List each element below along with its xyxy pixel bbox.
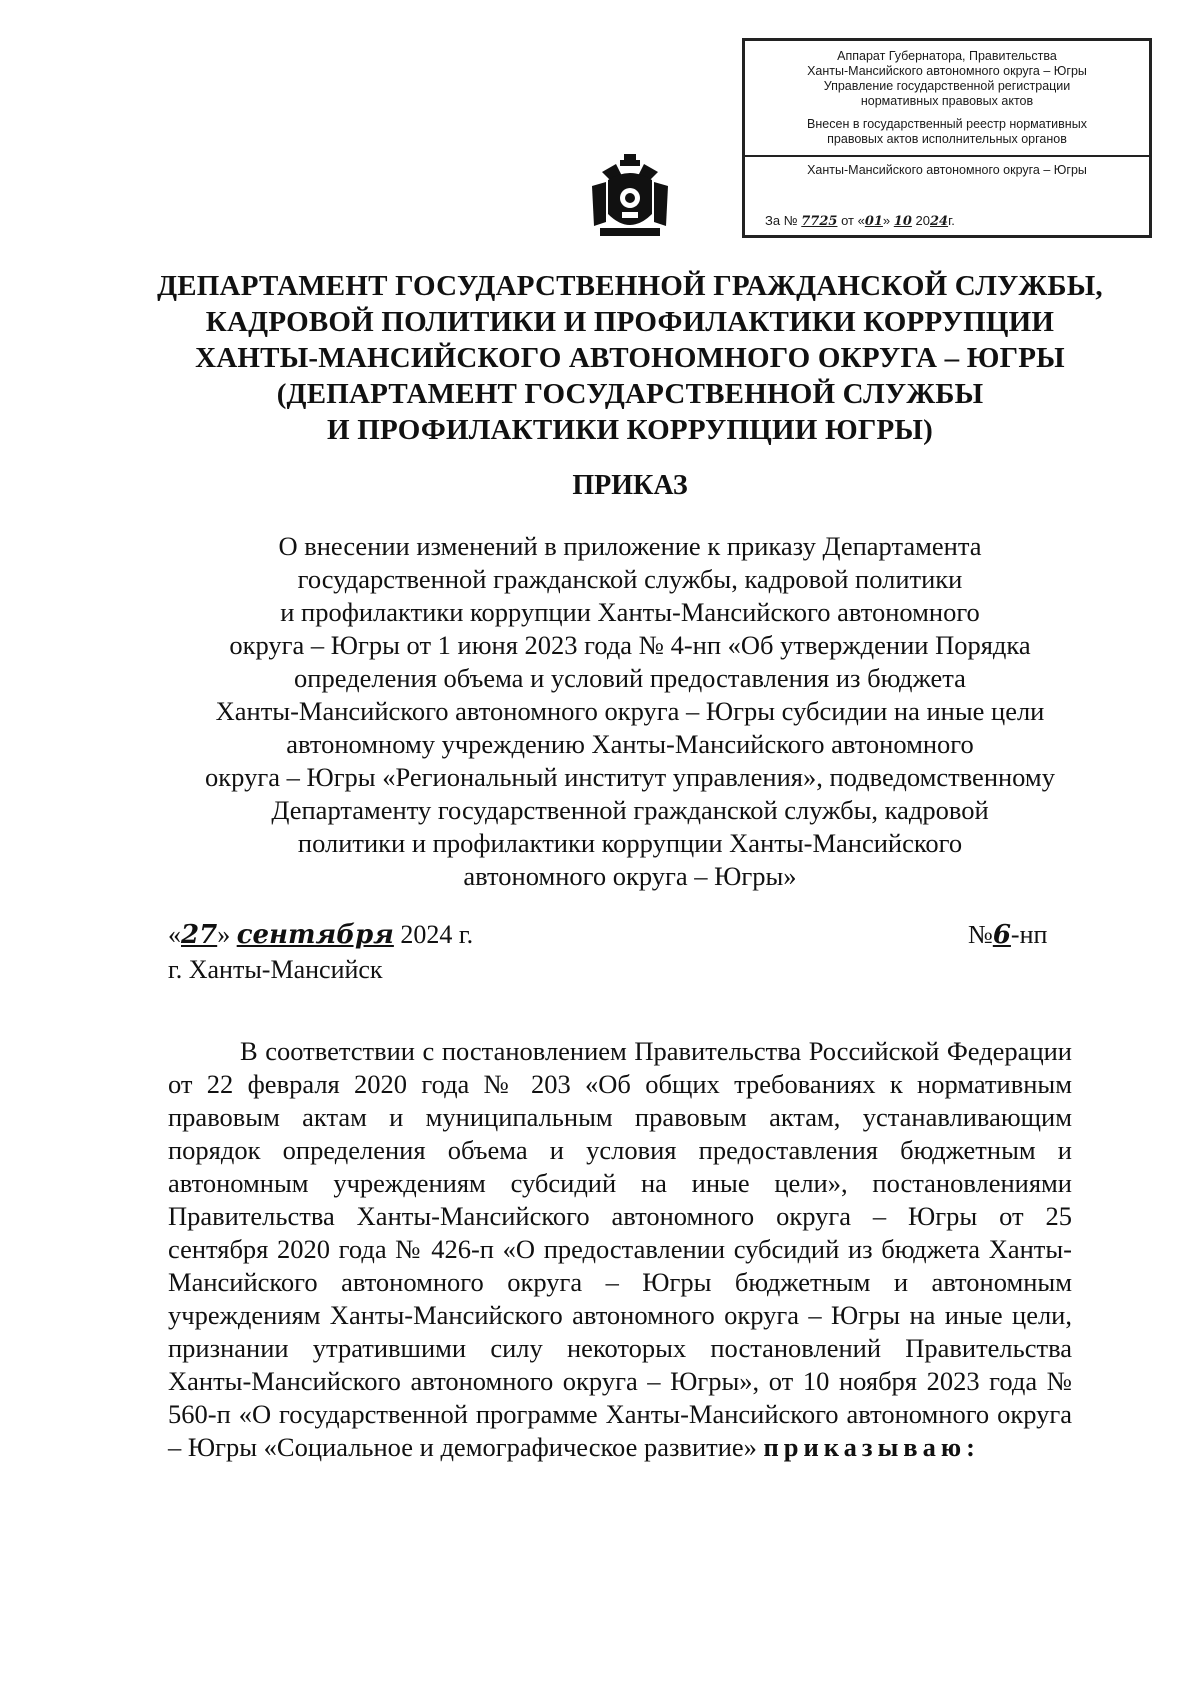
- reg-day: 01: [864, 214, 883, 229]
- date-month: сентября: [236, 920, 394, 950]
- order-subject: [140, 530, 1120, 893]
- subject-line: автономному учреждению Ханты-Мансийского автономного: [286, 729, 974, 759]
- reg-month: 10: [893, 214, 912, 229]
- date-open-quote: «: [168, 920, 181, 949]
- reg-year: 24: [929, 214, 949, 229]
- number-prefix: №: [968, 920, 993, 949]
- reg-suffix: г.: [948, 213, 955, 228]
- date-year: 2024 г.: [400, 920, 474, 949]
- subject-line: политики и профилактики коррупции Ханты-Мансийского: [297, 828, 963, 858]
- subject-line: определения объема и условий предоставления из бюджета: [294, 663, 966, 693]
- date-close-quote: »: [217, 920, 231, 949]
- stamp-registration-number: [765, 213, 1141, 229]
- number-value: 6: [992, 920, 1011, 950]
- order-date: [168, 920, 473, 950]
- stamp-line: Аппарат Губернатора, Правительства: [837, 49, 1057, 63]
- order-body: [168, 1035, 1072, 1464]
- subject-line: Департаменту государственной гражданской службы, кадровой: [271, 795, 989, 825]
- stamp-line: Ханты-Мансийского автономного округа – Югры: [807, 163, 1087, 177]
- stamp-line: нормативных правовых актов: [860, 94, 1034, 108]
- reg-from: от «: [841, 213, 865, 228]
- stamp-line: Ханты-Мансийского автономного округа – Югры: [807, 64, 1087, 78]
- reg-number: 7725: [801, 214, 838, 229]
- subject-line: О внесении изменений в приложение к приказу Департамента: [278, 531, 982, 561]
- reg-sep: »: [882, 213, 891, 228]
- subject-line: государственной гражданской службы, кадровой политики: [297, 564, 963, 594]
- number-suffix: -нп: [1010, 920, 1048, 949]
- reg-year-prefix: 20: [915, 213, 930, 228]
- subject-line: Ханты-Мансийского автономного округа – Югры субсидии на иные цели: [215, 696, 1045, 726]
- header-line: И ПРОФИЛАКТИКИ КОРРУПЦИИ ЮГРЫ): [327, 414, 933, 446]
- header-line: КАДРОВОЙ ПОЛИТИКИ И ПРОФИЛАКТИКИ КОРРУПЦИИ: [205, 306, 1055, 338]
- reg-prefix: За №: [765, 213, 798, 228]
- body-paragraph: В соответствии с постановлением Правительства Российской Федерации от 22 февраля 2020 года № 203 «Об общих требованиях к нормативным правовым актам и муниципальным правовым актам, устанавливающим порядок определения объема и условия предоставления бюджетным и автономным учреждениям субсидий на иные цели», постановлениями Правительства Ханты-Мансийского автономного округа – Югры от 25 сентября 2020 года № 426-п «О предоставлении субсидий из бюджета Ханты-Мансийского автономного округа – Югры бюджетным и автономным учреждениям Ханты-Мансийского автономного округа – Югры на иные цели, признании утратившими силу некоторых постановлений Правительства Ханты-Мансийского автономного округа – Югры», от 10 ноября 2023 года № 560-п «О государственной программе Ханты-Мансийского автономного округа – Югры «Социальное и демографическое развитие»: [168, 1036, 1072, 1462]
- header-line: ДЕПАРТАМЕНТ ГОСУДАРСТВЕННОЙ ГРАЖДАНСКОЙ СЛУЖБЫ,: [157, 270, 1103, 302]
- date-day: 27: [181, 920, 218, 950]
- coat-of-arms-icon: [582, 152, 678, 240]
- stamp-line: Управление государственной регистрации: [823, 79, 1071, 93]
- header-line: ХАНТЫ-МАНСИЙСКОГО АВТОНОМНОГО ОКРУГА – ЮГРЫ: [195, 342, 1065, 374]
- subject-line: округа – Югры «Региональный институт управления», подведомственному: [205, 762, 1055, 792]
- registration-stamp: [742, 38, 1152, 238]
- stamp-line: Внесен в государственный реестр нормативных: [807, 117, 1087, 131]
- order-number: [968, 920, 1047, 950]
- subject-line: округа – Югры от 1 июня 2023 года № 4-нп «Об утверждении Порядка: [229, 630, 1031, 660]
- department-header: [120, 268, 1140, 448]
- subject-line: автономного округа – Югры»: [463, 861, 797, 891]
- order-title: ПРИКАЗ: [572, 470, 688, 501]
- city: г. Ханты-Мансийск: [168, 955, 383, 984]
- header-line: (ДЕПАРТАМЕНТ ГОСУДАРСТВЕННОЙ СЛУЖБЫ: [276, 378, 984, 410]
- subject-line: и профилактики коррупции Ханты-Мансийского автономного: [280, 597, 980, 627]
- stamp-line: правовых актов исполнительных органов: [827, 132, 1067, 146]
- order-directive: приказываю:: [763, 1432, 980, 1462]
